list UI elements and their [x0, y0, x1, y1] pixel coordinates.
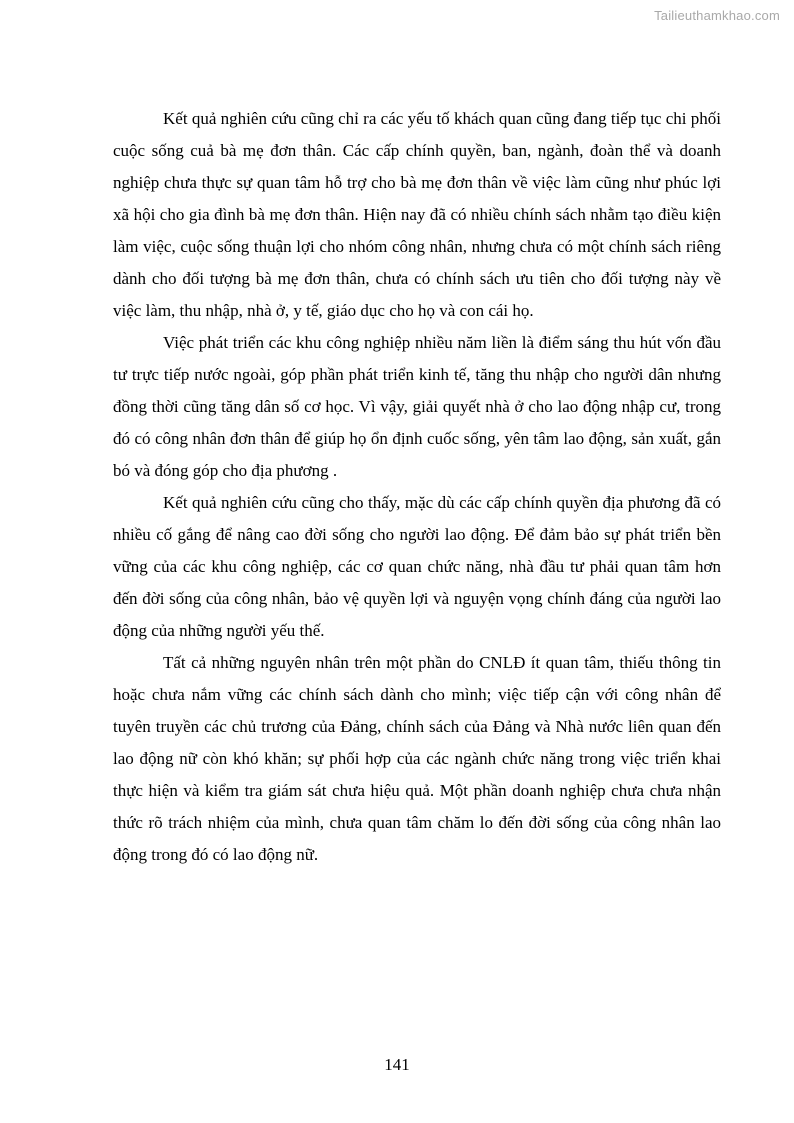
page-number: 141 [384, 1055, 410, 1074]
paragraph: Tất cả những nguyên nhân trên một phần do CNLĐ ít quan tâm, thiếu thông tin hoặc chưa nắm vững các chính sách dành cho mình; việc tiếp cận với công nhân để tuyên truyền các chủ trương của Đảng, chính sách của Đảng và Nhà nước liên quan đến lao động nữ còn khó khăn; sự phối hợp của các ngành chức năng trong việc triển khai thực hiện và kiểm tra giám sát chưa hiệu quả. Một phần doanh nghiệp chưa chưa nhận thức rõ trách nhiệm của mình, chưa quan tâm chăm lo đến đời sống của công nhân lao động trong đó có lao động nữ. [113, 653, 721, 864]
paragraph: Việc phát triển các khu công nghiệp nhiều năm liền là điểm sáng thu hút vốn đầu tư trực tiếp nước ngoài, góp phần phát triển kinh tế, tăng thu nhập cho người dân nhưng đồng thời cũng tăng dân số cơ học. Vì vậy, giải quyết nhà ở cho lao động nhập cư, trong đó có công nhân đơn thân để giúp họ ổn định cuốc sống, yên tâm lao động, sản xuất, gắn bó và đóng góp cho địa phương . [113, 333, 721, 480]
paragraph: Kết quả nghiên cứu cũng chỉ ra các yếu tố khách quan cũng đang tiếp tục chi phối cuộc sống cuả bà mẹ đơn thân. Các cấp chính quyền, ban, ngành, đoàn thể và doanh nghiệp chưa thực sự quan tâm hỗ trợ cho bà mẹ đơn thân về việc làm cũng như phúc lợi xã hội cho gia đình bà mẹ đơn thân. Hiện nay đã có nhiều chính sách nhằm tạo điều kiện làm việc, cuộc sống thuận lợi cho nhóm công nhân, nhưng chưa có một chính sách riêng dành cho đối tượng bà mẹ đơn thân, chưa có chính sách ưu tiên cho đối tượng này về việc làm, thu nhập, nhà ở, y tế, giáo dục cho họ và con cái họ. [113, 109, 721, 320]
paragraph: Kết quả nghiên cứu cũng cho thấy, mặc dù các cấp chính quyền địa phương đã có nhiều cố gắng để nâng cao đời sống cho người lao động. Để đảm bảo sự phát triển bền vững của các khu công nghiệp, các cơ quan chức năng, nhà đầu tư phải quan tâm hơn đến đời sống của công nhân, bảo vệ quyền lợi và nguyện vọng chính đáng của người lao động của những người yếu thế. [113, 493, 721, 640]
watermark-text: Tailieuthamkhao.com [654, 8, 780, 23]
document-body [113, 103, 721, 871]
